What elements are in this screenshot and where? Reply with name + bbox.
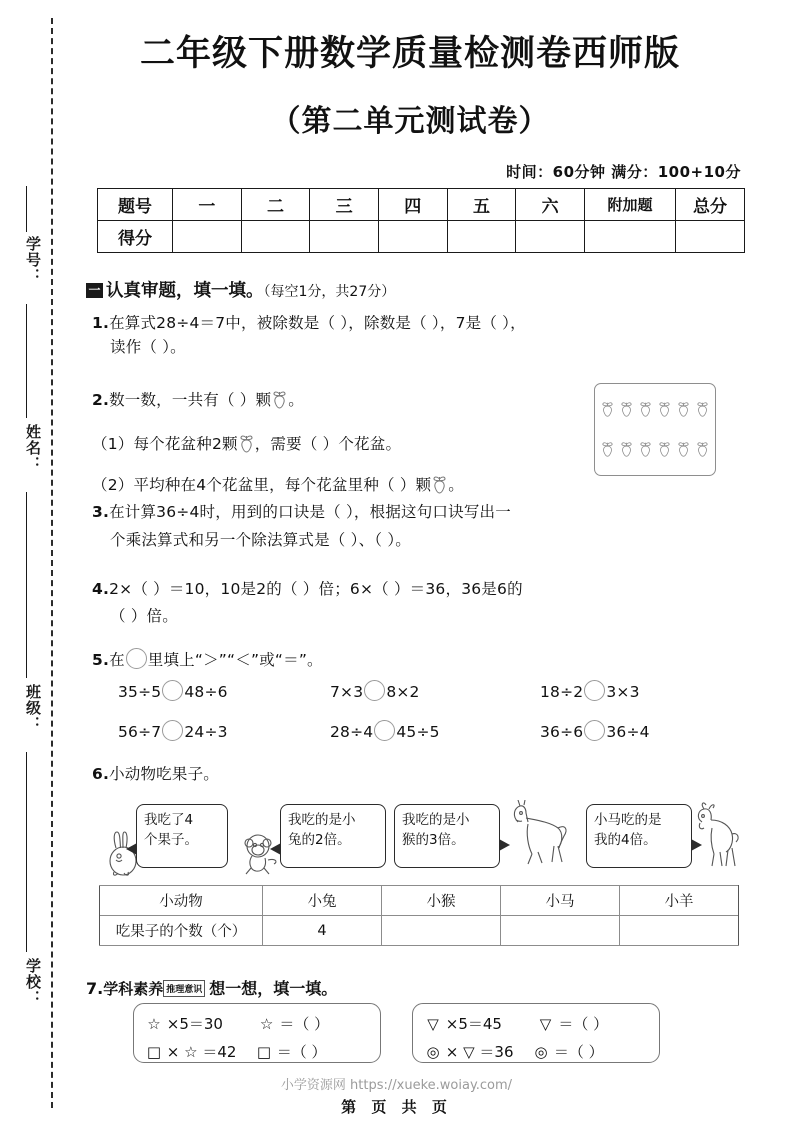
question-1-line-2: 读作（ ）。	[110, 338, 186, 356]
question-7-heading	[86, 976, 337, 999]
bubble-line-2: 兔的2倍。	[288, 831, 351, 848]
equation-row	[146, 1039, 368, 1067]
compare-right: 8×2	[386, 683, 420, 701]
compare-item	[118, 720, 228, 744]
radish-icon	[674, 389, 693, 430]
equation-expression: ×5＝45	[445, 1015, 502, 1033]
horse-icon	[498, 800, 574, 876]
answer-circle[interactable]	[162, 720, 183, 741]
question-4-line-2: （ ）倍。	[110, 607, 178, 625]
score-table-row-label: 题号	[98, 189, 173, 221]
radish-icon	[238, 434, 255, 461]
question-text: （2）平均种在4个花盆里，每个花盆里种（ ）颗	[92, 476, 432, 494]
question-text: 在	[109, 651, 125, 669]
score-cell[interactable]	[378, 221, 447, 253]
question-text: 2×（ ）＝10，10是2的（ ）倍；6×（ ）＝36，36是6的	[109, 580, 523, 598]
question-text: 小动物吃果子。	[109, 765, 219, 783]
question-3-line-1	[92, 500, 511, 524]
question-3-line-2: 个乘法算式和另一个除法算式是（ ）、（ ）。	[110, 531, 412, 549]
answer-circle[interactable]	[584, 680, 605, 701]
compare-item	[540, 720, 650, 744]
page-subtitle: （第二单元测试卷）	[270, 104, 550, 139]
compare-item	[540, 680, 640, 704]
equation-row	[425, 1039, 647, 1067]
compare-right: 48÷6	[184, 683, 228, 701]
speech-bubble-goat	[586, 804, 692, 868]
question-6-title	[92, 762, 219, 786]
star-glyph: ☆	[147, 1015, 161, 1033]
page-footer: 第 页 共 页	[341, 1098, 452, 1116]
question-number: 3.	[92, 503, 110, 521]
question-text-end: 。	[288, 391, 304, 409]
score-cell[interactable]	[516, 221, 585, 253]
square-glyph: □	[256, 1042, 272, 1061]
margin-rule	[26, 186, 27, 232]
margin-strip	[0, 0, 52, 1122]
table-header-animal: 小动物	[100, 886, 263, 916]
question-number: 2.	[92, 391, 110, 409]
radish-icon	[617, 430, 636, 471]
compare-left: 35÷5	[118, 683, 162, 701]
table-row	[98, 189, 745, 221]
table-cell-goat-count[interactable]	[620, 916, 739, 946]
question-2-sub-2	[92, 473, 464, 502]
section-points: （每空1分，共27分）	[263, 284, 396, 300]
question-text: （1）每个花盆种2颗	[92, 435, 238, 453]
equation-answer-blank[interactable]: ＝（ ）	[279, 1015, 330, 1033]
table-header-horse: 小马	[501, 886, 620, 916]
margin-label-name: 姓名：	[24, 424, 42, 472]
radish-icon	[271, 390, 288, 417]
score-col-3: 三	[310, 189, 379, 221]
square-glyph: □	[146, 1042, 162, 1061]
question-text: 想一想，填一填。	[209, 979, 338, 998]
radish-icon	[617, 389, 636, 430]
answer-circle[interactable]	[126, 648, 147, 669]
equation-answer-blank[interactable]: ＝（ ）	[553, 1042, 604, 1061]
bubble-line-1: 我吃的是小	[288, 812, 356, 828]
question-4-line-1	[92, 577, 523, 601]
symbol-equation-box-right	[412, 1003, 660, 1063]
table-header-goat: 小羊	[620, 886, 739, 916]
radish-icon	[674, 430, 693, 471]
score-col-6: 六	[516, 189, 585, 221]
section-number-badge: 一	[86, 283, 103, 298]
bubble-line-1: 我吃了4	[144, 812, 194, 828]
score-col-total: 总分	[676, 189, 745, 221]
margin-rule	[26, 752, 27, 952]
table-row	[98, 221, 745, 253]
question-2-sub-1	[92, 432, 401, 461]
question-text: 在计算36÷4时，用到的口诀是（ ），根据这句口诀写出一	[109, 503, 511, 521]
score-cell[interactable]	[310, 221, 379, 253]
speech-bubble-monkey	[280, 804, 386, 868]
bubble-line-2: 个果子。	[144, 831, 198, 848]
score-col-5: 五	[447, 189, 516, 221]
answer-circle[interactable]	[584, 720, 605, 741]
radish-icon	[655, 430, 674, 471]
exam-meta: 时间：60分钟 满分：100+10分	[506, 163, 741, 181]
radish-icon	[693, 430, 712, 471]
question-number: 1.	[92, 314, 110, 332]
margin-label-class: 班级：	[24, 684, 42, 732]
question-5-prompt	[92, 648, 323, 672]
symbol-equation-box-left	[133, 1003, 381, 1063]
margin-rule	[26, 492, 27, 678]
equation-expression: ×5＝30	[166, 1015, 223, 1033]
score-table	[97, 188, 745, 253]
question-number: 5.	[92, 651, 110, 669]
compare-left: 7×3	[330, 683, 364, 701]
speech-bubble-horse	[394, 804, 500, 868]
question-1-line-1	[92, 311, 526, 335]
score-cell[interactable]	[676, 221, 745, 253]
score-cell[interactable]	[173, 221, 242, 253]
compare-right: 45÷5	[396, 723, 440, 741]
radish-icon	[598, 430, 617, 471]
compare-left: 56÷7	[118, 723, 162, 741]
margin-label-school: 学校：	[24, 958, 42, 1006]
table-cell-monkey-count[interactable]	[382, 916, 501, 946]
compare-left: 28÷4	[330, 723, 374, 741]
score-col-bonus: 附加题	[585, 189, 676, 221]
goat-icon	[688, 800, 746, 876]
score-table-row-label: 得分	[98, 221, 173, 253]
section-heading-1	[86, 277, 395, 302]
radish-icon	[598, 389, 617, 430]
site-watermark: 小学资源网 https://xueke.woiay.com/	[280, 1078, 513, 1093]
speech-bubble-rabbit	[136, 804, 228, 868]
table-header-monkey: 小猴	[382, 886, 501, 916]
triangle-down-glyph: ▽	[539, 1015, 552, 1033]
compare-right: 3×3	[606, 683, 640, 701]
circle-double-glyph: ◎	[426, 1042, 440, 1061]
score-col-4: 四	[378, 189, 447, 221]
compare-left: 18÷2	[540, 683, 584, 701]
table-row	[100, 916, 739, 946]
margin-label-student-id: 学号：	[24, 236, 42, 284]
table-header-rabbit: 小兔	[263, 886, 382, 916]
question-text: 里填上“＞”“＜”或“＝”。	[147, 651, 323, 669]
question-2-line-1	[92, 388, 304, 417]
bubble-line-1: 小马吃的是	[594, 812, 662, 828]
compare-left: 36÷6	[540, 723, 584, 741]
bubble-line-2: 猴的3倍。	[402, 831, 465, 848]
score-col-1: 一	[173, 189, 242, 221]
margin-rule	[26, 304, 27, 418]
question-text: 数一数，一共有（ ）颗	[109, 391, 272, 409]
monkey-icon	[238, 830, 284, 880]
compare-item	[330, 680, 420, 704]
question-text-end: 。	[448, 476, 464, 494]
radish-icon	[636, 430, 655, 471]
literacy-badge-main: 学科素养	[103, 980, 164, 998]
literacy-badge-tag: 推理意识	[163, 980, 205, 997]
star-glyph: ☆	[259, 1015, 274, 1033]
table-row-label-count: 吃果子的个数（个）	[100, 916, 263, 946]
table-cell-rabbit-count[interactable]: 4	[263, 916, 382, 946]
equation-expression: × ☆ ＝42	[166, 1042, 237, 1061]
bubble-tail	[270, 843, 281, 855]
question-number: 7.	[86, 979, 104, 998]
fruit-count-table	[99, 885, 739, 946]
table-row	[100, 886, 739, 916]
equation-expression: × ▽ ＝36	[445, 1042, 514, 1061]
table-cell-horse-count[interactable]	[501, 916, 620, 946]
answer-circle[interactable]	[364, 680, 385, 701]
score-cell[interactable]	[585, 221, 676, 253]
compare-item	[118, 680, 228, 704]
compare-item	[330, 720, 440, 744]
question-number: 4.	[92, 580, 110, 598]
tear-dashed-line	[51, 18, 53, 1108]
radish-illustration-panel	[594, 383, 716, 476]
question-text: ，需要（ ）个花盆。	[254, 435, 402, 453]
equation-answer-blank[interactable]: ＝（ ）	[558, 1015, 609, 1033]
circle-double-glyph: ◎	[534, 1042, 548, 1061]
equation-answer-blank[interactable]: ＝（ ）	[276, 1042, 327, 1061]
page-title: 二年级下册数学质量检测卷西师版	[139, 34, 680, 74]
compare-right: 36÷4	[606, 723, 650, 741]
equation-row	[425, 1011, 647, 1039]
score-cell[interactable]	[447, 221, 516, 253]
bubble-line-1: 我吃的是小	[402, 812, 470, 828]
animal-speech-row	[96, 796, 746, 880]
score-col-2: 二	[241, 189, 310, 221]
radish-icon	[655, 389, 674, 430]
question-text: 在算式28÷4＝7中，被除数是（ ），除数是（ ），7是（ ），	[109, 314, 526, 332]
section-title: 认真审题，填一填。	[106, 281, 264, 301]
question-number: 6.	[92, 765, 110, 783]
radish-icon	[431, 475, 448, 502]
answer-circle[interactable]	[162, 680, 183, 701]
triangle-down-glyph: ▽	[427, 1015, 439, 1033]
bubble-tail	[126, 843, 137, 855]
answer-circle[interactable]	[374, 720, 395, 741]
equation-row	[146, 1011, 368, 1039]
radish-icon	[636, 389, 655, 430]
bubble-line-2: 我的4倍。	[594, 831, 657, 848]
score-cell[interactable]	[241, 221, 310, 253]
compare-right: 24÷3	[184, 723, 228, 741]
radish-icon	[693, 389, 712, 430]
